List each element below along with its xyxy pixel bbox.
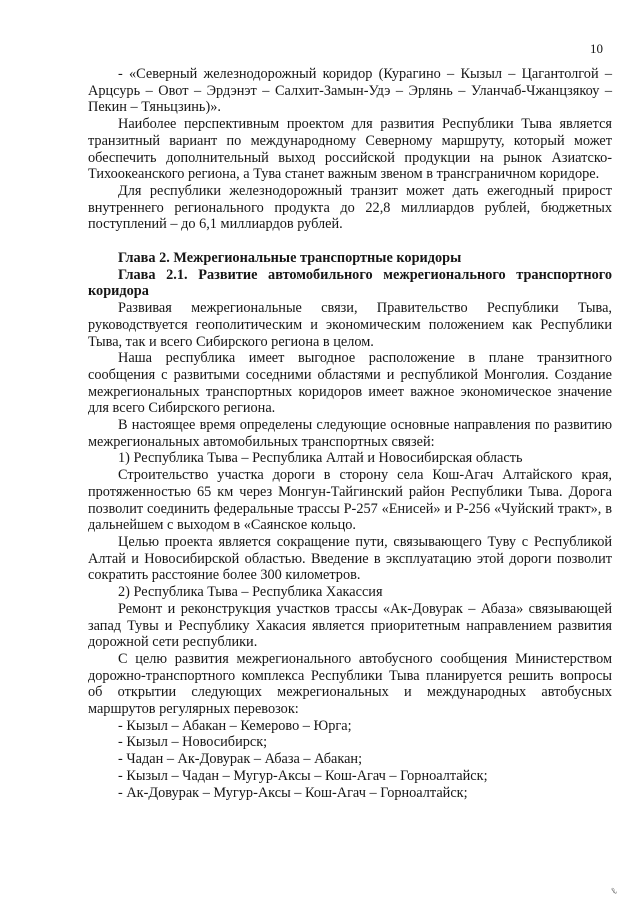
- list-item: - Ак-Довурак – Мугур-Аксы – Кош-Агач – Горноалтайск;: [118, 784, 468, 801]
- paragraph: С целю развития межрегионального автобусного сообщения Министерством дорожно-транспортного комплекса Республики Тыва планируется решить вопросы об открытии следующих межрегиональных и международных автобусных маршрутов регулярных перевозок:: [88, 650, 612, 718]
- paragraph: Ремонт и реконструкция участков трассы «Ак-Довурак – Абаза» связывающей запад Тувы и Республику Хакасия является приоритетным направлением развития дорожной сети республики.: [88, 600, 612, 651]
- page-body: [88, 66, 612, 801]
- paragraph: Для республики железнодорожный транзит может дать ежегодный прирост внутреннего регионального продукта до 22,8 миллиардов рублей, бюджетных поступлений – до 6,1 миллиардов рублей.: [88, 182, 612, 233]
- chapter-heading: Глава 2. Межрегиональные транспортные коридоры: [118, 250, 462, 267]
- bus-route-list: [88, 718, 612, 802]
- paragraph: В настоящее время определены следующие основные направления по развитию межрегиональных автомобильных транспортных связей:: [88, 417, 612, 450]
- list-item: - Кызыл – Новосибирск;: [118, 734, 268, 751]
- direction-heading: 2) Республика Тыва – Республика Хакассия: [118, 584, 383, 601]
- railway-corridor-item: - «Северный железнодорожный коридор (Курагино – Кызыл – Цагантолгой – Арцсурь – Овот – Эрдэнэт – Салхит-Замын-Удэ – Эрлянь – Уланчаб-Чжанцзякоу – Пекин – Тяньцзинь)».: [88, 66, 612, 116]
- paragraph: Развивая межрегиональные связи, Правительство Республики Тыва, руководствуется геополитическим и экономическим положением как Республики Тыва, так и всего Сибирского региона в целом.: [88, 300, 612, 350]
- paragraph: Строительство участка дороги в сторону села Кош-Агач Алтайского края, протяженностью 65 км через Монгун-Тайгинский район Республики Тыва. Дорога позволит соединить федеральные трассы Р-257 «Енисей» и Р-256 «Чуйский тракт», в дальнейшем с выходом в «Саянское кольцо.: [88, 467, 612, 534]
- scan-artifact: ℓ: [609, 885, 620, 898]
- direction-heading: 1) Республика Тыва – Республика Алтай и Новосибирская область: [118, 450, 523, 467]
- list-item: - Чадан – Ак-Довурак – Абаза – Абакан;: [118, 751, 363, 768]
- paragraph: Наиболее перспективным проектом для развития Республики Тыва является транзитный вариант по международному Северному маршруту, который может обеспечить дополнительный выход российской продукции на рынок Азиатско-Тихоокеанского региона, а Тува станет важным звеном в трансграничном коридоре.: [88, 116, 612, 183]
- section-heading: Глава 2.1. Развитие автомобильного межрегионального транспортного коридора: [88, 266, 612, 300]
- page-number: 10: [590, 41, 603, 56]
- list-item: - Кызыл – Чадан – Мугур-Аксы – Кош-Агач – Горноалтайск;: [118, 767, 488, 784]
- list-item: - Кызыл – Абакан – Кемерово – Юрга;: [118, 717, 352, 734]
- paragraph: Наша республика имеет выгодное расположение в плане транзитного сообщения с развитыми соседними областями и республикой Монголия. Создание межрегиональных транспортных коридоров имеет важное экономическое значение для всего Сибирского региона.: [88, 350, 612, 417]
- paragraph: Целью проекта является сокращение пути, связывающего Туву с Республикой Алтай и Новосибирской областью. Введение в эксплуатацию этой дороги позволит сократить расстояние более 300 километров.: [88, 533, 612, 584]
